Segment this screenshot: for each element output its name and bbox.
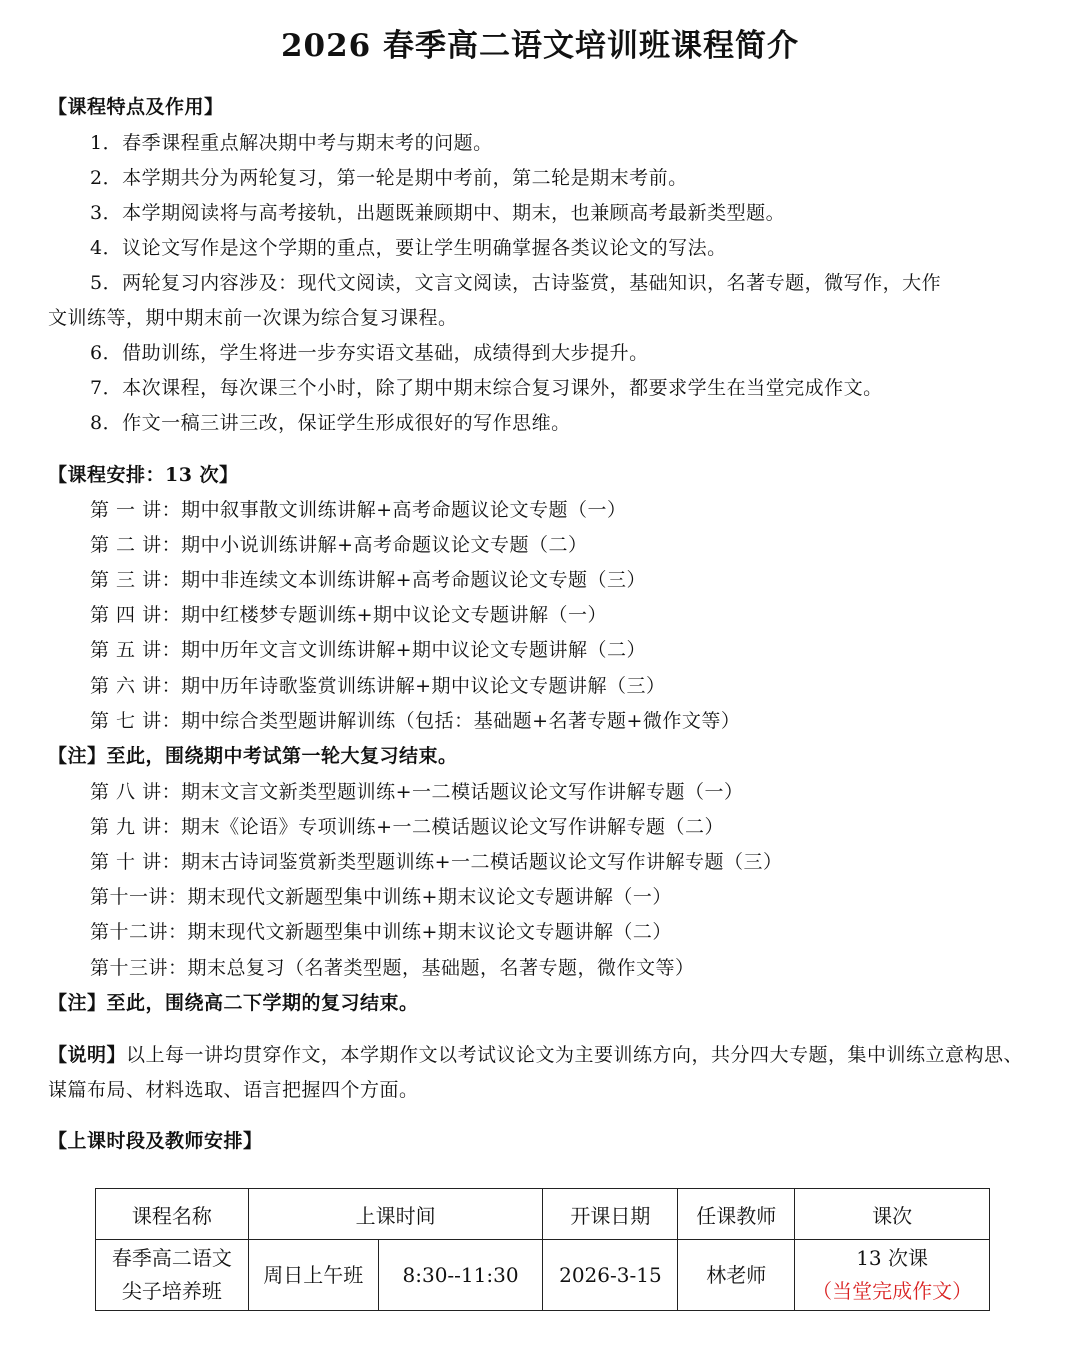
schedule-note: 【注】至此，围绕期中考试第一轮大复习结束。 (48, 745, 458, 767)
header-teacher: 任课教师 (678, 1189, 795, 1240)
timetable-header-row (96, 1189, 990, 1240)
feature-item: 2．本学期共分为两轮复习，第一轮是期中考前，第二轮是期末考前。 (90, 167, 688, 189)
explanation-text: 以上每一讲均贯穿作文，本学期作文以考试议论文为主要训练方向，共分四大专题，集中训练立意构思、谋篇布局、材料选取、语言把握四个方面。 (48, 1044, 1024, 1101)
lesson-item: 第十三讲：期末总复习（名著类型题，基础题，名著专题，微作文等） (90, 957, 695, 979)
header-sessions: 课次 (795, 1189, 990, 1240)
sessions-note: （当堂完成作文） (812, 1279, 973, 1303)
cell-sessions (795, 1240, 990, 1311)
feature-item: 6．借助训练，学生将进一步夯实语文基础，成绩得到大步提升。 (90, 342, 649, 364)
lesson-item: 第 三 讲：期中非连续文本训练讲解+高考命题议论文专题（三） (90, 569, 647, 591)
course-name-line: 春季高二语文 (111, 1246, 232, 1270)
explanation-paragraph (48, 1038, 1038, 1108)
lesson-item: 第 十 讲：期末古诗词鉴赏新类型题训练+一二模话题议论文写作讲解专题（三） (90, 851, 783, 873)
sessions-count: 13 次课 (856, 1246, 928, 1270)
lesson-item: 第 六 讲：期中历年诗歌鉴赏训练讲解+期中议论文专题讲解（三） (90, 675, 666, 697)
explanation-label: 【说明】 (48, 1044, 127, 1066)
cell-teacher: 林老师 (678, 1240, 795, 1311)
cell-slot: 周日上午班 (248, 1240, 378, 1311)
feature-item-continued: 文训练等，期中期末前一次课为综合复习课程。 (48, 307, 458, 329)
header-start: 开课日期 (543, 1189, 678, 1240)
lesson-item: 第 八 讲：期末文言文新类型题训练+一二模话题议论文写作讲解专题（一） (90, 781, 744, 803)
table-row (96, 1240, 990, 1311)
feature-item: 8．作文一稿三讲三改，保证学生形成很好的写作思维。 (90, 412, 571, 434)
schedule-heading: 【课程安排：13 次】 (48, 464, 239, 486)
lesson-item: 第十一讲：期末现代文新题型集中训练+期末议论文专题讲解（一） (90, 886, 672, 908)
lesson-item: 第 四 讲：期中红楼梦专题训练+期中议论文专题讲解（一） (90, 604, 608, 626)
feature-item: 7．本次课程，每次课三个小时，除了期中期末综合复习课外，都要求学生在当堂完成作文。 (90, 377, 883, 399)
timetable (95, 1188, 990, 1311)
feature-item: 1．春季课程重点解决期中考与期末考的问题。 (90, 132, 493, 154)
lesson-item: 第 二 讲：期中小说训练讲解+高考命题议论文专题（二） (90, 534, 588, 556)
features-heading: 【课程特点及作用】 (48, 96, 224, 118)
page-title: 2026 春季高二语文培训班课程简介 (280, 28, 800, 64)
cell-start: 2026-3-15 (543, 1240, 678, 1311)
lesson-item: 第十二讲：期末现代文新题型集中训练+期末议论文专题讲解（二） (90, 921, 672, 943)
feature-item: 4．议论文写作是这个学期的重点，要让学生明确掌握各类议论文的写法。 (90, 237, 727, 259)
feature-item: 3．本学期阅读将与高考接轨，出题既兼顾期中、期末，也兼顾高考最新类型题。 (90, 202, 786, 224)
cell-hours: 8:30--11:30 (378, 1240, 543, 1311)
header-time: 上课时间 (248, 1189, 543, 1240)
course-name-line: 尖子培养班 (121, 1279, 222, 1303)
lesson-item: 第 五 讲：期中历年文言文训练讲解+期中议论文专题讲解（二） (90, 639, 647, 661)
cell-course (96, 1240, 249, 1311)
timetable-heading: 【上课时段及教师安排】 (48, 1130, 263, 1152)
lesson-item: 第 七 讲：期中综合类型题讲解训练（包括：基础题+名著专题+微作文等） (90, 710, 741, 732)
feature-item: 5．两轮复习内容涉及：现代文阅读，文言文阅读，古诗鉴赏，基础知识，名著专题，微写作，大作 (90, 272, 942, 294)
schedule-note: 【注】至此，围绕高二下学期的复习结束。 (48, 992, 419, 1014)
header-course: 课程名称 (96, 1189, 249, 1240)
lesson-item: 第 一 讲：期中叙事散文训练讲解+高考命题议论文专题（一） (90, 499, 627, 521)
lesson-item: 第 九 讲：期末《论语》专项训练+一二模话题议论文写作讲解专题（二） (90, 816, 725, 838)
